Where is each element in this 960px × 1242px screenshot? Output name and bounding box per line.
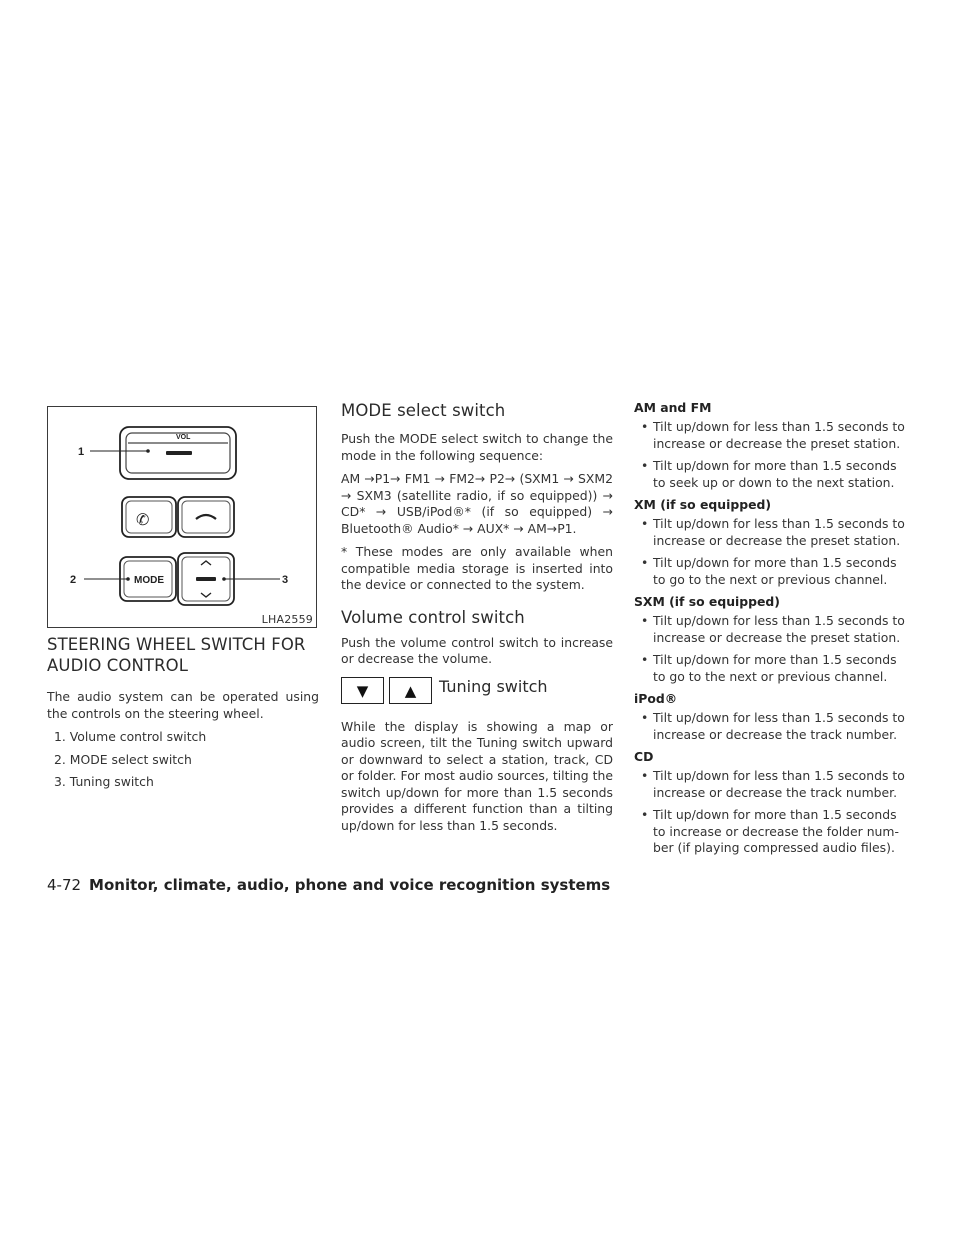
bullet-icon: • xyxy=(641,807,649,822)
bullet-icon: • xyxy=(641,516,649,531)
list-item: • Tilt up/down for less than 1.5 seconds to increase or decrease the preset station. xyxy=(641,613,905,645)
source-heading: iPod® xyxy=(634,691,678,706)
steering-switch-figure xyxy=(47,406,317,628)
middle-column xyxy=(341,400,613,834)
left-column xyxy=(47,400,319,797)
list-item: • Tilt up/down for less than 1.5 seconds to increase or decrease the track number. xyxy=(641,710,905,742)
list-item: 2. MODE select switch xyxy=(54,751,192,767)
vol-label: VOL xyxy=(176,434,191,441)
callout-3: 3 xyxy=(282,574,289,586)
figure-code: LHA2559 xyxy=(261,613,313,626)
chapter-title: Monitor, climate, audio, phone and voice recognition systems xyxy=(89,876,611,894)
page-footer xyxy=(47,876,610,894)
source-heading: CD xyxy=(634,749,654,764)
bullet-icon: • xyxy=(641,652,649,667)
steering-switch-illustration xyxy=(48,407,315,626)
steering-title-line2: AUDIO CONTROL xyxy=(47,656,189,675)
tilt-up-icon: ▲ xyxy=(389,677,432,704)
list-item: • Tilt up/down for more than 1.5 seconds to seek up or down to the next station. xyxy=(641,458,897,490)
steering-intro: The audio system can be operated using the controls on the steering wheel. xyxy=(47,689,319,721)
list-item: 3. Tuning switch xyxy=(54,774,154,789)
bullet-icon: • xyxy=(641,613,649,628)
source-block xyxy=(634,594,909,685)
callout-1: 1 xyxy=(78,446,85,458)
page-number: 4-72 xyxy=(47,876,82,894)
mode-section-title: MODE select switch xyxy=(341,401,506,420)
tuning-section-title: Tuning switch xyxy=(439,677,548,696)
list-item: • Tilt up/down for more than 1.5 seconds to go to the next or previous channel. xyxy=(641,555,897,587)
mode-note: * These modes are only available when compatible media storage is inserted into the device or connected to the system. xyxy=(341,544,613,592)
callout-2: 2 xyxy=(70,574,77,586)
source-block xyxy=(634,691,909,743)
volume-text: Push the volume control switch to increase or decrease the volume. xyxy=(341,634,613,666)
steering-title-line1: STEERING WHEEL SWITCH FOR xyxy=(47,635,306,654)
tilt-down-icon: ▼ xyxy=(341,677,384,704)
bullet-icon: • xyxy=(641,458,649,473)
source-heading: SXM (if so equipped) xyxy=(634,594,780,609)
tuning-text: While the display is showing a map or audio screen, tilt the Tuning switch upward or downward to select a station, track, CD or folder. For most audio sources, tilting the switch up/down for more than 1.5 seconds provides a different function than a tilting up/down for less than 1.5 seconds. xyxy=(341,718,613,833)
right-column xyxy=(634,400,909,863)
list-item: • Tilt up/down for less than 1.5 seconds to increase or decrease the preset station. xyxy=(641,419,905,451)
list-item: • Tilt up/down for more than 1.5 seconds to increase or decrease the folder num-ber (if playing compressed audio files). xyxy=(641,807,899,855)
phone-talk-icon: ✆ xyxy=(136,510,150,529)
source-block xyxy=(634,749,909,857)
mode-sequence: AM →P1→ FM1 → FM2→ P2→ (SXM1 → SXM2 → SXM3 (satellite radio, if so equipped)) → CD* → USB/iPod®* (if so equipped) → Bluetooth® Audio* → AUX* → AM→P1. xyxy=(341,471,613,536)
bullet-icon: • xyxy=(641,710,649,725)
volume-section-title: Volume control switch xyxy=(341,607,525,627)
bullet-icon: • xyxy=(641,419,649,434)
bullet-icon: • xyxy=(641,768,649,783)
mode-intro: Push the MODE select switch to change the mode in the following sequence: xyxy=(341,431,613,463)
source-block xyxy=(634,400,909,491)
source-heading: XM (if so equipped) xyxy=(634,497,772,512)
steering-section-title xyxy=(47,634,319,676)
mode-label: MODE xyxy=(134,575,164,586)
source-block xyxy=(634,497,909,588)
list-item: 1. Volume control switch xyxy=(54,729,207,744)
list-item: • Tilt up/down for less than 1.5 seconds to increase or decrease the preset station. xyxy=(641,516,905,548)
list-item: • Tilt up/down for more than 1.5 seconds to go to the next or previous channel. xyxy=(641,652,897,684)
list-item: • Tilt up/down for less than 1.5 seconds to increase or decrease the track number. xyxy=(641,768,905,800)
tuning-heading xyxy=(341,675,613,707)
source-heading: AM and FM xyxy=(634,400,712,415)
bullet-icon: • xyxy=(641,555,649,570)
